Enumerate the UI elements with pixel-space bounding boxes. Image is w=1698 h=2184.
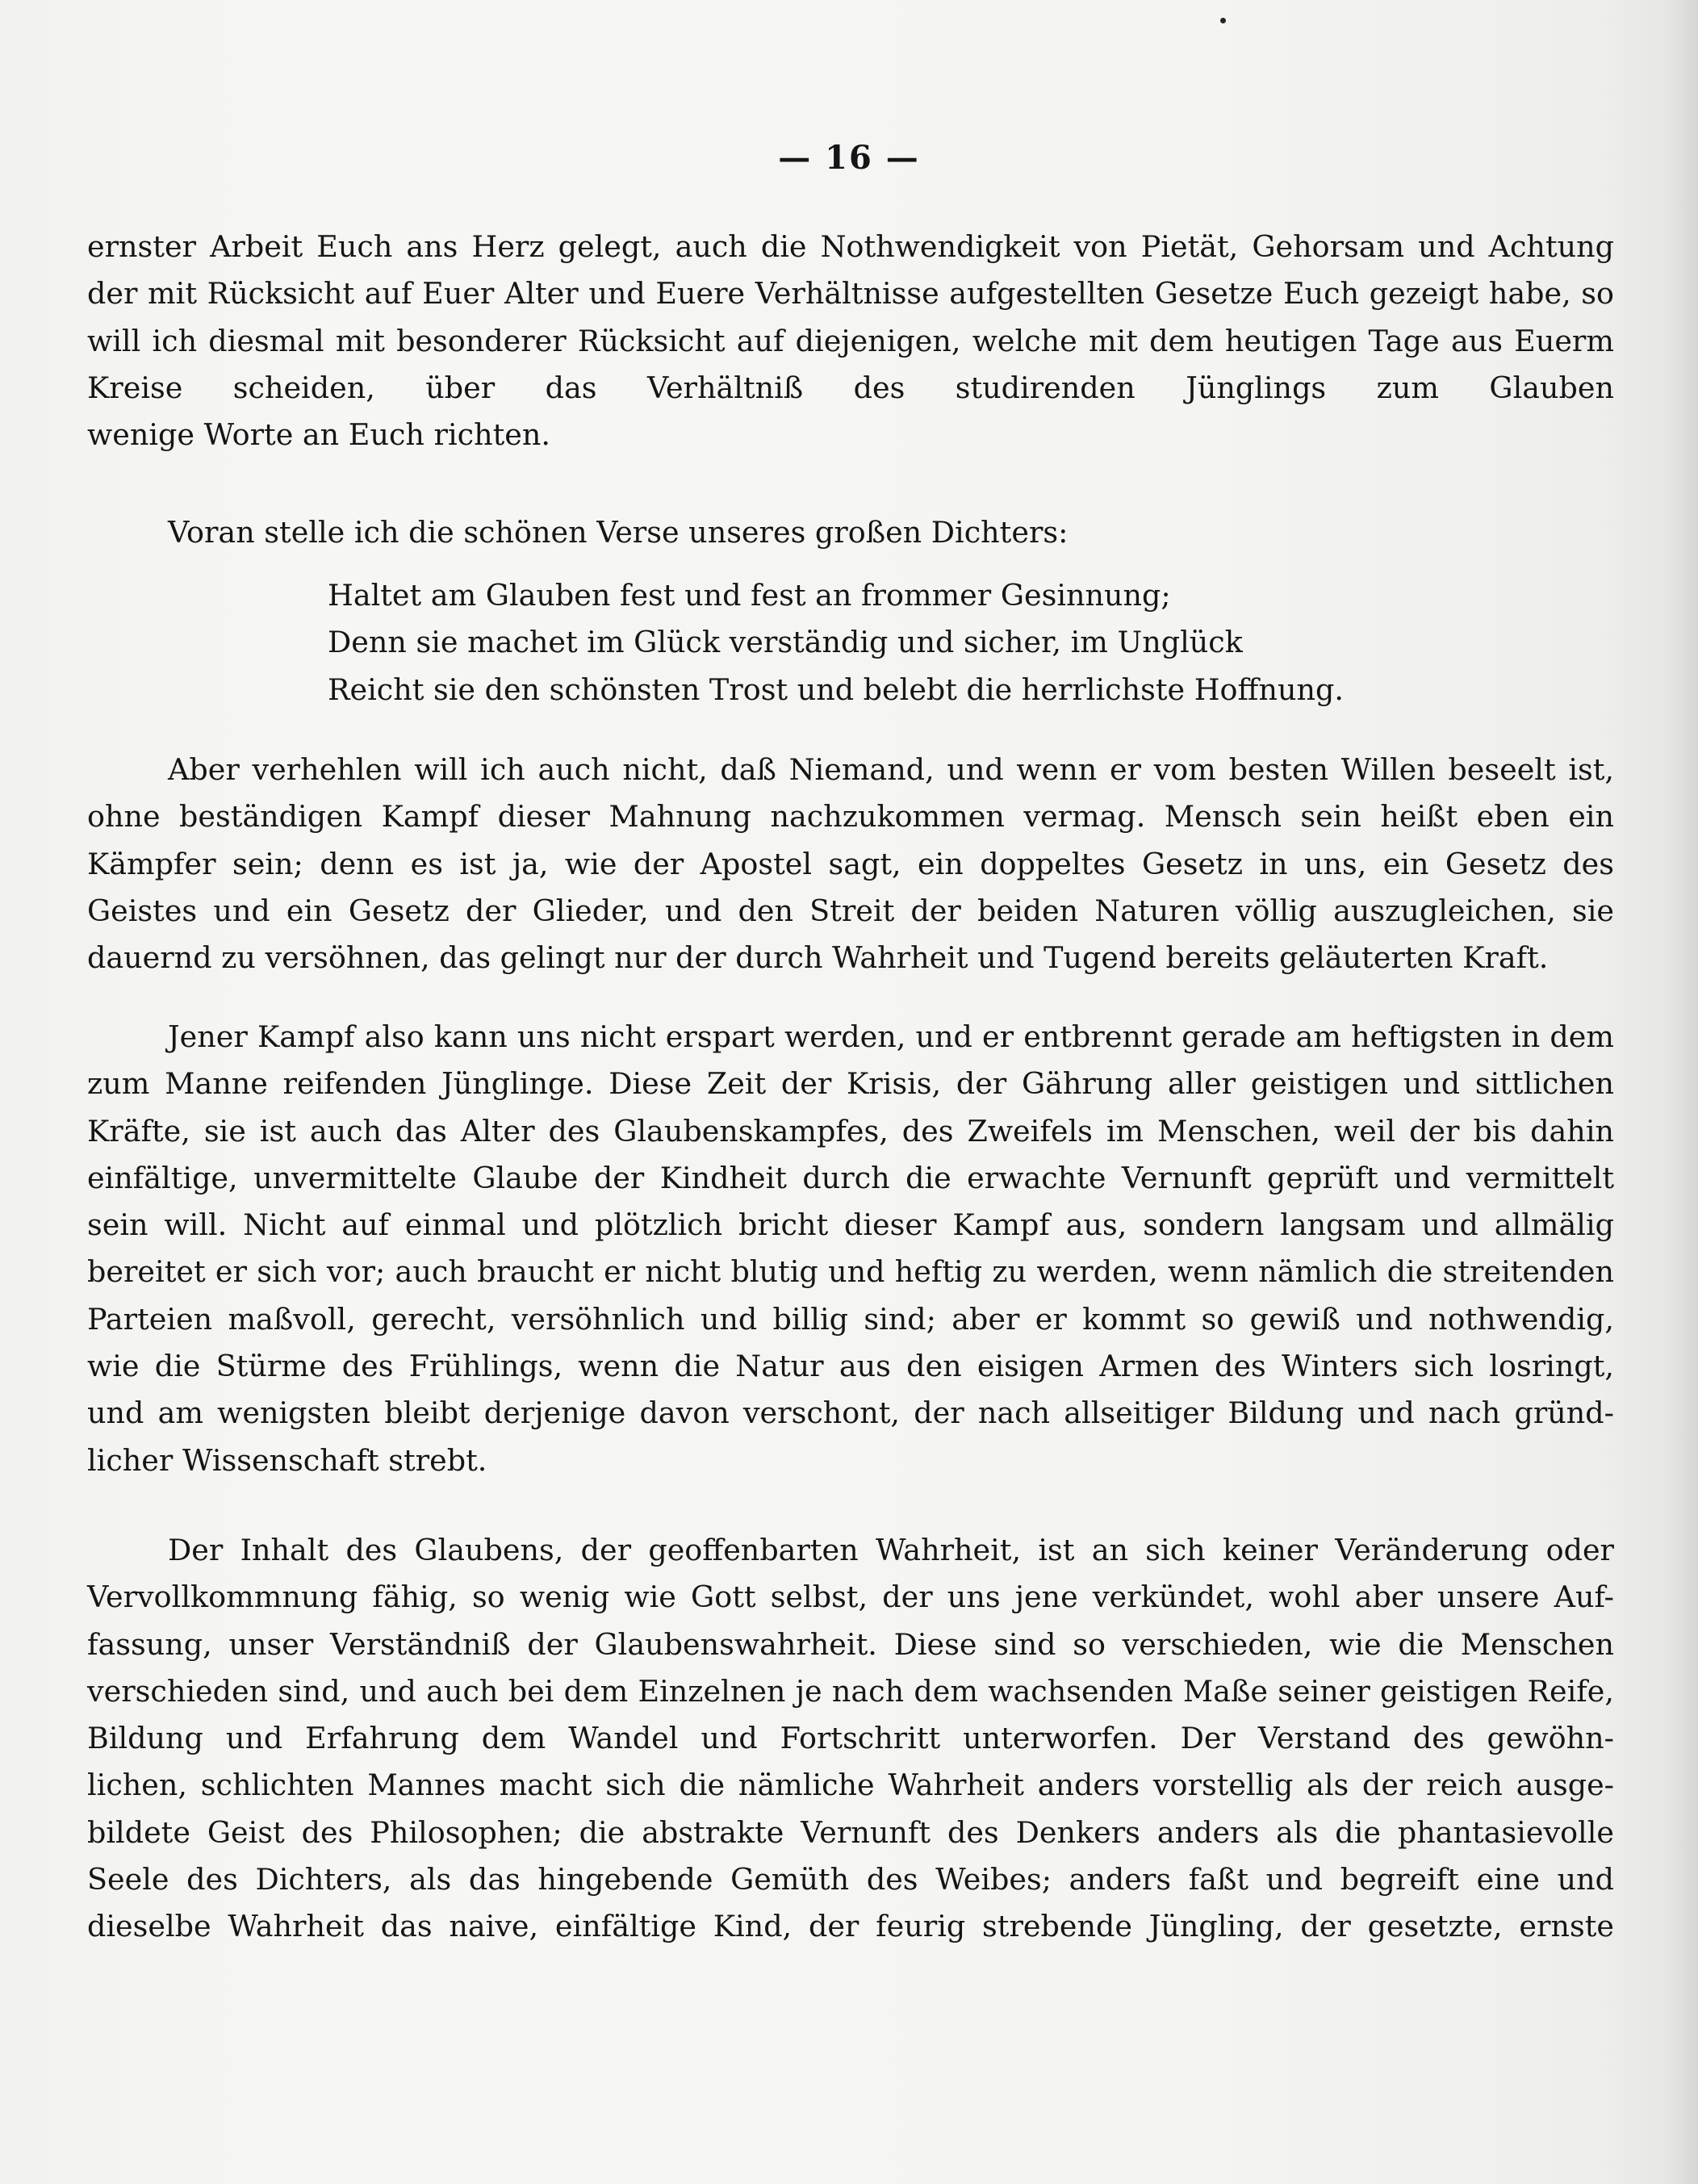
text-line: Kreise scheiden, über das Verhältniß des studirenden Jünglings zum Glauben — [87, 370, 1614, 405]
text-line: Kämpfer sein; denn es ist ja, wie der Apostel sagt, ein doppeltes Gesetz in uns, ein Gesetz des — [87, 846, 1614, 881]
verse-block — [87, 572, 1614, 713]
text-line: Bildung und Erfahrung dem Wandel und Fortschritt unterworfen. Der Verstand des gewöhn- — [87, 1721, 1614, 1756]
text-line: ohne beständigen Kampf dieser Mahnung nachzukommen vermag. Mensch sein heißt eben ein — [87, 799, 1614, 835]
page-number: — 16 — — [778, 139, 920, 177]
text-line: wie die Stürme des Frühlings, wenn die Natur aus den eisigen Armen des Winters sich losringt, — [87, 1349, 1614, 1384]
paragraph-continuation — [87, 224, 1614, 458]
text-line: zum Manne reifenden Jünglinge. Diese Zeit der Krisis, der Gährung aller geistigen und sittlichen — [87, 1066, 1614, 1102]
text-line: will ich diesmal mit besonderer Rücksicht auf diejenigen, welche mit dem heutigen Tage aus Euerm — [87, 323, 1614, 358]
text-line: Parteien maßvoll, gerecht, versöhnlich und billig sind; aber er kommt so gewiß und nothwendig, — [87, 1301, 1614, 1337]
text-line: ernster Arbeit Euch ans Herz gelegt, auch die Nothwendigkeit von Pietät, Gehorsam und Achtung — [87, 229, 1614, 264]
text-line: Geistes und ein Gesetz der Glieder, und den Streit der beiden Naturen völlig auszugleichen, sie — [87, 893, 1614, 928]
text-line: dauernd zu versöhnen, das gelingt nur der durch Wahrheit und Tugend bereits geläuterten Kraft. — [87, 940, 1549, 976]
paragraph-faith-content — [87, 1527, 1614, 1951]
text-line: Aber verhehlen will ich auch nicht, daß Niemand, und wenn er vom besten Willen beseelt ist, — [168, 752, 1614, 787]
page-edge-shadow — [1666, 0, 1698, 2184]
text-line: dieselbe Wahrheit das naive, einfältige Kind, der feurig strebende Jüngling, der gesetzte, ernste — [87, 1909, 1614, 1944]
text-line: licher Wissenschaft strebt. — [87, 1442, 487, 1478]
text-line: Jener Kampf also kann uns nicht erspart werden, und er entbrennt gerade am heftigsten in dem — [168, 1019, 1614, 1054]
text-line: und am wenigsten bleibt derjenige davon verschont, der nach allseitiger Bildung und nach gründ- — [87, 1395, 1614, 1431]
verse-line: Haltet am Glauben fest und fest an frommer Gesinnung; — [328, 578, 1171, 613]
text-line: verschieden sind, und auch bei dem Einzelnen je nach dem wachsenden Maße seiner geistigen Reife, — [87, 1673, 1614, 1709]
paragraph-struggle — [87, 747, 1614, 981]
text-line: bildete Geist des Philosophen; die abstrakte Vernunft des Denkers anders als die phantasievolle — [87, 1814, 1614, 1850]
text-line: Der Inhalt des Glaubens, der geoffenbarten Wahrheit, ist an sich keiner Veränderung oder — [168, 1533, 1614, 1567]
verse-line: Reicht sie den schönsten Trost und belebt die herrlichste Hoffnung. — [328, 672, 1344, 707]
text-line: Kräfte, sie ist auch das Alter des Glaubenskampfes, des Zweifels im Menschen, weil der bis dahin — [87, 1113, 1614, 1148]
text-line: Voran stelle ich die schönen Verse unseres großen Dichters: — [168, 515, 1069, 550]
text-line: der mit Rücksicht auf Euer Alter und Euere Verhältnisse aufgestellten Gesetze Euch gezeigt habe, so — [87, 276, 1614, 312]
verse-line: Denn sie machet im Glück verständig und sicher, im Unglück — [328, 625, 1243, 660]
text-line: Vervollkommnung fähig, so wenig wie Gott selbst, der uns jene verkündet, wohl aber unsere Auf- — [87, 1579, 1614, 1615]
text-line: einfältige, unvermittelte Glaube der Kindheit durch die erwachte Vernunft geprüft und vermittelt — [87, 1160, 1614, 1195]
text-line: wenige Worte an Euch richten. — [87, 417, 550, 453]
text-line: Seele des Dichters, als das hingebende Gemüth des Weibes; anders faßt und begreift eine und — [87, 1862, 1614, 1897]
text-line: lichen, schlichten Mannes macht sich die nämliche Wahrheit anders vorstellig als der reich ausge- — [87, 1768, 1614, 1803]
ink-speck — [1220, 18, 1226, 23]
text-line: fassung, unser Verständniß der Glaubenswahrheit. Diese sind so verschieden, wie die Menschen — [87, 1626, 1614, 1662]
text-line: sein will. Nicht auf einmal und plötzlich bricht dieser Kampf aus, sondern langsam und allmälig — [87, 1207, 1614, 1243]
paragraph-crisis — [87, 1014, 1614, 1484]
text-line: bereitet er sich vor; auch braucht er nicht blutig und heftig zu werden, wenn nämlich die streitenden — [87, 1254, 1614, 1290]
paragraph-intro-verse — [87, 509, 1614, 556]
